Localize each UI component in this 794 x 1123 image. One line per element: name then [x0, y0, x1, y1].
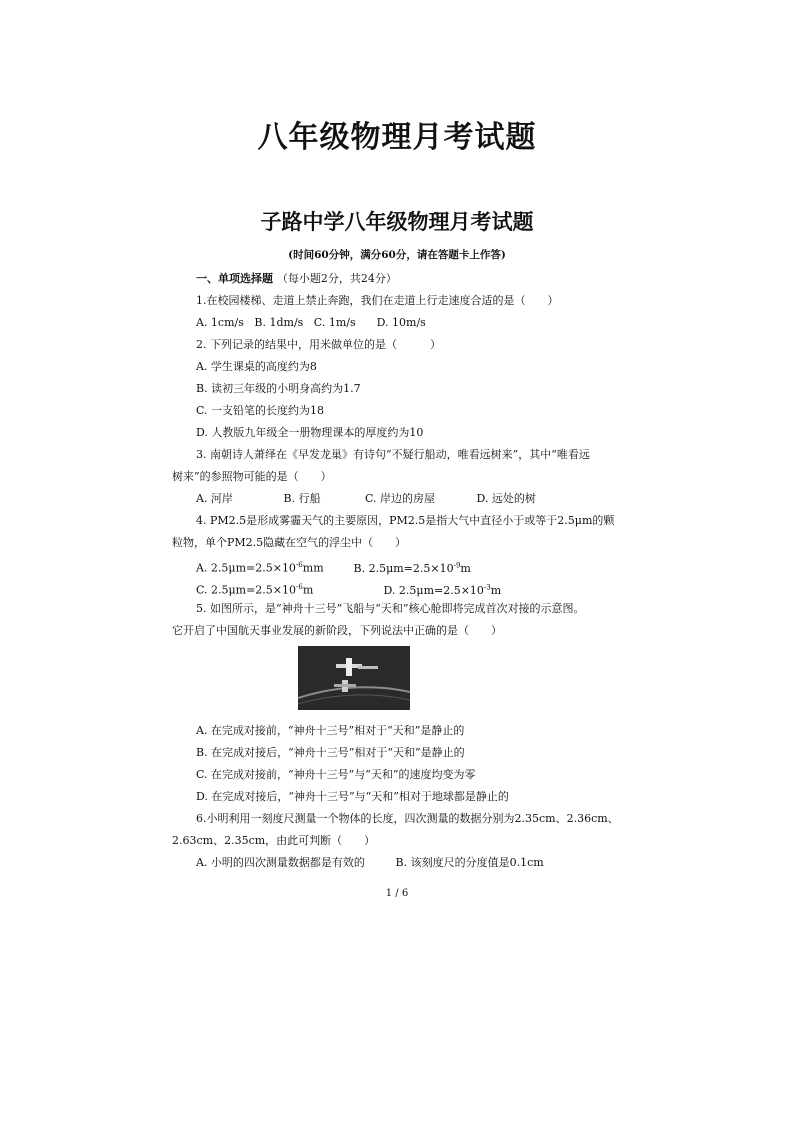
question-6-stem: 6.小明利用一刻度尺测量一个物体的长度，四次测量的数据分别为2.35cm、2.36cm、 — [196, 812, 619, 825]
question-4-options-row2 — [172, 576, 632, 598]
question-4-options-row1 — [172, 554, 632, 576]
question-3-stem: 3. 南朝诗人萧绎在《早发龙巢》有诗句“不疑行船动，唯看远树来”，其中“唯看远 — [196, 448, 590, 461]
option: B. 在完成对接后，“神舟十三号”相对于“天和”是静止的 — [196, 746, 465, 759]
question-3-stem-cont: 树来”的参照物可能的是（ ） — [172, 470, 332, 483]
option-base: D. 2.5μm=2.5×10 — [383, 583, 484, 597]
option-base: A. 2.5μm=2.5×10 — [196, 561, 296, 575]
section-heading-note: （每小题2分，共24分） — [276, 272, 397, 285]
option-unit: m — [460, 561, 471, 575]
section-heading — [172, 268, 632, 290]
option: B. 行船 — [283, 492, 321, 505]
option-base: B. 2.5μm=2.5×10 — [353, 561, 454, 575]
section-heading-text: 一、单项选择题 — [196, 272, 273, 285]
question-content — [172, 268, 632, 874]
option: C. 岸边的房屋 — [365, 492, 436, 505]
option-exponent: -9 — [453, 561, 461, 569]
option: C. 1m/s — [313, 316, 356, 329]
page-title: 八年级物理月考试题 — [257, 120, 537, 155]
option: B. 1dm/s — [254, 316, 304, 329]
option: D. 10m/s — [376, 316, 426, 329]
option: A. 小明的四次测量数据都是有效的 — [196, 856, 365, 869]
option-base: C. 2.5μm=2.5×10 — [196, 583, 297, 597]
question-4-stem-cont: 粒物，单个PM2.5隐藏在空气的浮尘中（ ） — [172, 536, 407, 549]
option: D. 人教版九年级全一册物理课本的厚度约为10 — [196, 426, 424, 439]
option: A. 在完成对接前，“神舟十三号”相对于“天和”是静止的 — [196, 724, 465, 737]
question-2-stem: 2. 下列记录的结果中，用米做单位的是（ ） — [196, 338, 441, 351]
option: C. 在完成对接前，“神舟十三号”与“天和”的速度均变为零 — [196, 768, 476, 781]
question-1-options — [172, 312, 632, 334]
question-5-stem-cont: 它开启了中国航天事业发展的新阶段，下列说法中正确的是（ ） — [172, 624, 502, 637]
question-5-stem: 5. 如图所示，是“神舟十三号”飞船与“天和”核心舱即将完成首次对接的示意图。 — [196, 602, 585, 615]
option: A. 1cm/s — [196, 316, 244, 329]
option — [384, 584, 502, 597]
option-exponent: -6 — [296, 583, 303, 591]
option-exponent: -6 — [295, 561, 303, 569]
question-1-stem: 1.在校园楼梯、走道上禁止奔跑，我们在走道上行走速度合适的是（ ） — [196, 294, 559, 307]
question-3-options — [172, 488, 632, 510]
question-4-stem: 4. PM2.5是形成雾霾天气的主要原因，PM2.5是指大气中直径小于或等于2.5μm的颗 — [196, 514, 615, 527]
exam-note: (时间60分钟，满分60分，请在答题卡上作答) — [288, 249, 506, 261]
exam-title: 子路中学八年级物理月考试题 — [260, 210, 534, 234]
question-6-stem-cont: 2.63cm、2.35cm，由此可判断（ ） — [172, 834, 376, 847]
spacecraft-image — [298, 646, 410, 710]
question-6-options — [172, 852, 632, 874]
option-unit: m — [490, 583, 502, 597]
option-unit: mm — [302, 561, 324, 575]
spacecraft-docking-figure — [298, 646, 410, 716]
option — [354, 562, 471, 575]
option-unit: m — [302, 583, 314, 597]
option: B. 该刻度尺的分度值是0.1cm — [395, 856, 544, 869]
option: B. 读初三年级的小明身高约为1.7 — [196, 382, 361, 395]
option: A. 学生课桌的高度约为8 — [196, 360, 317, 373]
option: C. 一支铅笔的长度约为18 — [196, 404, 325, 417]
page-number: 1 / 6 — [385, 888, 409, 899]
option: D. 在完成对接后，“神舟十三号”与“天和”相对于地球都是静止的 — [196, 790, 509, 803]
option: A. 河岸 — [196, 492, 233, 505]
option: D. 远处的树 — [476, 492, 536, 505]
option-exponent: -3 — [483, 583, 491, 591]
